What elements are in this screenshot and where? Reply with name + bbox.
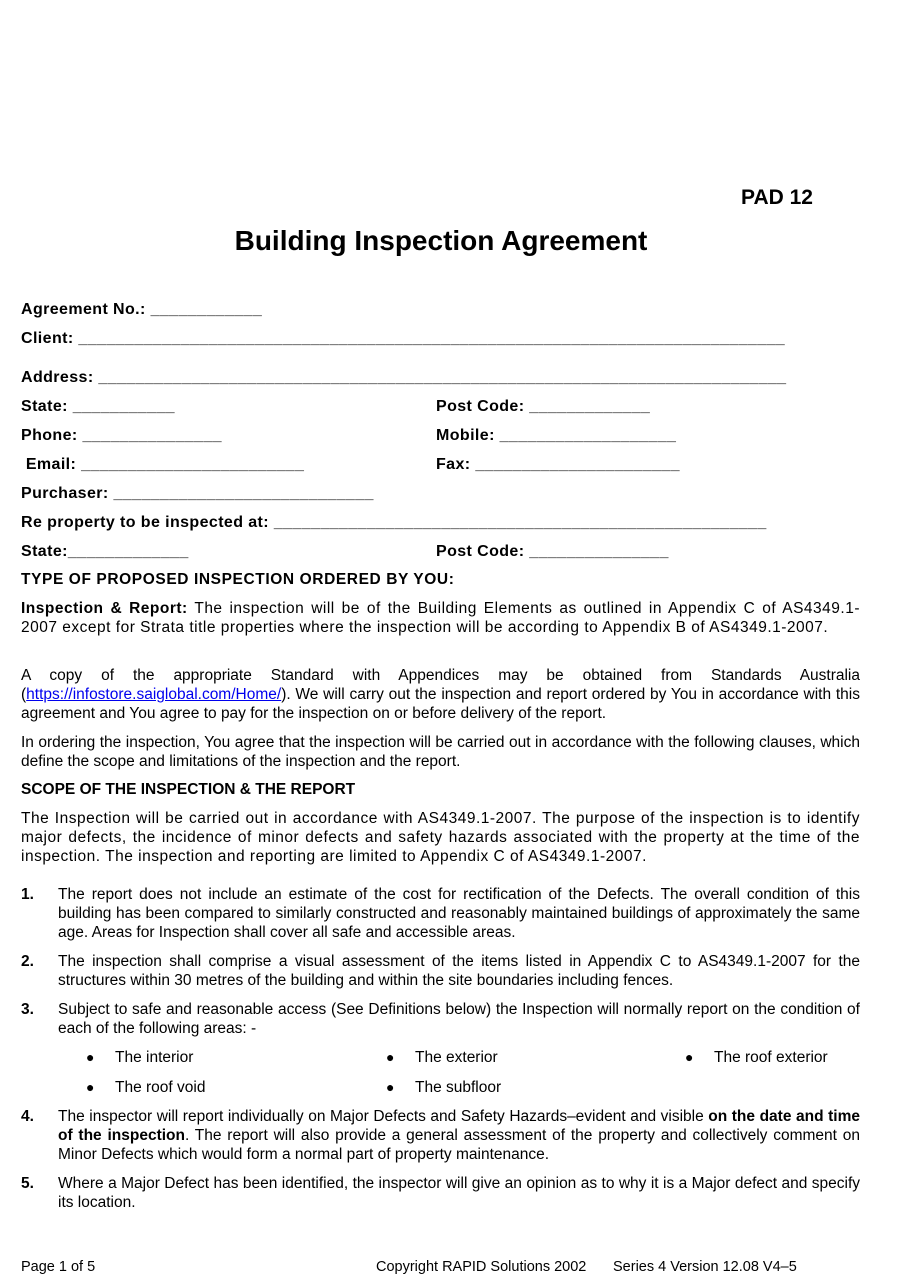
list-item <box>21 1174 860 1212</box>
address-field[interactable]: Address: __________________________________________________________________________ <box>21 369 787 386</box>
agreement-no-field[interactable]: Agreement No.: ____________ <box>21 301 263 318</box>
document-title: Building Inspection Agreement <box>234 225 648 256</box>
list-item <box>21 885 860 942</box>
area-bullet-interior <box>86 1049 193 1067</box>
type-of-inspection-heading: TYPE OF PROPOSED INSPECTION ORDERED BY YOU: <box>21 571 455 588</box>
page-number: Page 1 of 5 <box>21 1259 96 1275</box>
list-item <box>21 952 860 990</box>
area-bullet-roof-void <box>86 1079 205 1097</box>
list-item-text-part: . The report will also provide a general assessment of the property and collectively comment on Minor Defects which would form a normal part of property maintenance. <box>58 1127 860 1163</box>
list-item-number: 3. <box>21 1001 34 1018</box>
fax-field[interactable]: Fax: ______________________ <box>436 456 680 473</box>
list-item-text: The report does not include an estimate of the cost for rectification of the Defects. The overall condition of this building has been compared to similarly constructed and reasonably maintained buildings of approximately the same age. Areas for Inspection shall cover all safe and accessible areas. <box>58 886 860 941</box>
property-post-code-field[interactable]: Post Code: _______________ <box>436 543 669 560</box>
inspection-report-paragraph <box>21 599 860 637</box>
area-label: The interior <box>115 1049 194 1066</box>
list-item <box>21 1107 860 1164</box>
standard-copy-text-2: ). We will carry out the inspection and report ordered by You in accordance with this agreement and You agree to pay for the inspection on or before delivery of the report. <box>21 686 860 722</box>
bullet-icon: ● <box>386 1049 395 1065</box>
list-item-number: 1. <box>21 886 34 903</box>
property-state-field[interactable]: State:_____________ <box>21 543 189 560</box>
property-address-field[interactable]: Re property to be inspected at: _____________________________________________________ <box>21 514 767 531</box>
inspection-report-label: Inspection & Report: <box>21 600 188 617</box>
list-item-text-bold: on the date and time of the inspection <box>58 1108 860 1144</box>
bullet-icon: ● <box>386 1079 395 1095</box>
list-item-number: 5. <box>21 1175 34 1192</box>
list-item-text: The inspection shall comprise a visual assessment of the items listed in Appendix C to AS4349.1-2007 for the structures within 30 metres of the building and within the site boundaries including fences. <box>58 953 860 989</box>
scope-intro-paragraph: The Inspection will be carried out in accordance with AS4349.1-2007. The purpose of the inspection is to identify major defects, the incidence of minor defects and safety hazards associated with the property at the time of the inspection. The inspection and reporting are limited to Appendix C of AS4349.1-2007. <box>21 810 860 865</box>
client-field[interactable]: Client: ____________________________________________________________________________ <box>21 330 786 347</box>
purchaser-field[interactable]: Purchaser: ____________________________ <box>21 485 374 502</box>
list-item-text-part: The inspector will report individually on Major Defects and Safety Hazards–evident and visible <box>58 1108 709 1125</box>
copyright-text: Copyright RAPID Solutions 2002 <box>376 1259 587 1275</box>
saiglobal-link[interactable]: https://infostore.saiglobal.com/Home/ <box>26 686 282 703</box>
list-item <box>21 1000 860 1038</box>
bullet-icon: ● <box>86 1049 95 1065</box>
area-bullet-subfloor <box>386 1079 501 1097</box>
bullet-icon: ● <box>86 1079 95 1095</box>
list-item-number: 4. <box>21 1108 34 1125</box>
standard-copy-paragraph <box>21 666 860 723</box>
list-item-number: 2. <box>21 953 34 970</box>
version-text: Series 4 Version 12.08 V4–5 <box>613 1259 797 1275</box>
document-code: PAD 12 <box>741 186 813 209</box>
list-item-text <box>58 1107 860 1164</box>
area-label: The roof void <box>115 1079 206 1096</box>
mobile-field[interactable]: Mobile: ___________________ <box>436 427 677 444</box>
scope-heading: SCOPE OF THE INSPECTION & THE REPORT <box>21 781 356 798</box>
bullet-icon: ● <box>685 1049 694 1065</box>
post-code-field[interactable]: Post Code: _____________ <box>436 398 651 415</box>
area-bullet-roof-exterior <box>685 1049 828 1067</box>
area-label: The subfloor <box>415 1079 502 1096</box>
ordering-paragraph: In ordering the inspection, You agree that the inspection will be carried out in accordance with the following clauses, which define the scope and limitations of the inspection and the report. <box>21 734 860 770</box>
email-field[interactable]: Email: ________________________ <box>21 456 305 473</box>
list-item-text: Where a Major Defect has been identified, the inspector will give an opinion as to why it is a Major defect and specify its location. <box>58 1175 860 1211</box>
phone-field[interactable]: Phone: _______________ <box>21 427 222 444</box>
list-item-text: Subject to safe and reasonable access (See Definitions below) the Inspection will normally report on the condition of each of the following areas: - <box>58 1001 860 1037</box>
inspection-report-text: The inspection will be of the Building Elements as outlined in Appendix C of AS4349.1-2007 except for Strata title properties where the inspection will be according to Appendix B of AS4349.1-2007. <box>21 600 860 636</box>
area-bullet-exterior <box>386 1049 498 1067</box>
state-field[interactable]: State: ___________ <box>21 398 175 415</box>
area-label: The exterior <box>415 1049 498 1066</box>
area-label: The roof exterior <box>714 1049 828 1066</box>
standard-copy-text-1: A copy of the appropriate Standard with Appendices may be obtained from Standards Australia ( <box>21 667 860 703</box>
